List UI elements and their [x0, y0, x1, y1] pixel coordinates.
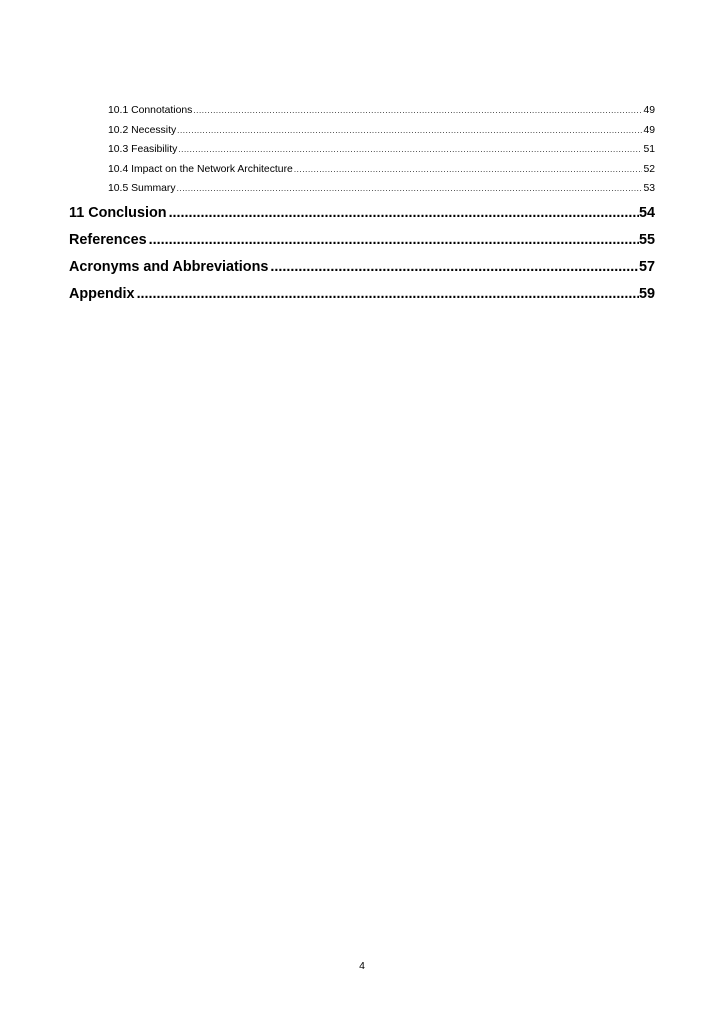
toc-entry-page: 52: [643, 163, 655, 175]
toc-dot-leader: [177, 179, 643, 199]
toc-entry-title: 10.4 Impact on the Network Architecture: [108, 163, 293, 175]
toc-entry-page: 57: [638, 258, 655, 275]
toc-entry-title: 10.5 Summary: [108, 183, 176, 194]
toc-entry-page: 54: [638, 204, 655, 221]
table-of-contents: [69, 101, 655, 308]
toc-entry-title: 11 Conclusion: [69, 204, 167, 221]
toc-entry-page: 59: [638, 285, 655, 302]
toc-entry-title: 10.1 Connotations: [108, 105, 193, 116]
toc-dot-leader: [178, 140, 642, 160]
toc-entry-acronyms[interactable]: [69, 254, 655, 281]
toc-dot-leader: [177, 121, 642, 141]
toc-entry-page: 49: [643, 105, 655, 116]
toc-entry-title: 10.3 Feasibility: [108, 144, 178, 155]
toc-entry-title: References: [69, 231, 147, 248]
toc-entry-page: 49: [643, 124, 655, 136]
toc-entry-conclusion[interactable]: [69, 200, 655, 227]
toc-entry-10-2[interactable]: [69, 121, 655, 141]
toc-dot-leader: [294, 160, 643, 180]
toc-entry-references[interactable]: [69, 227, 655, 254]
toc-entry-page: 55: [638, 231, 655, 248]
toc-dot-leader: [193, 101, 642, 121]
toc-dot-leader: [169, 200, 639, 227]
toc-entry-title: Acronyms and Abbreviations: [69, 258, 269, 275]
toc-entry-page: 53: [643, 183, 655, 194]
toc-entry-10-4[interactable]: [69, 160, 655, 180]
toc-entry-10-5[interactable]: [69, 179, 655, 199]
page-number: 4: [359, 961, 365, 972]
toc-entry-10-1[interactable]: [69, 101, 655, 121]
toc-dot-leader: [137, 281, 639, 308]
toc-entry-title: 10.2 Necessity: [108, 124, 177, 136]
toc-entry-10-3[interactable]: [69, 140, 655, 160]
toc-entry-page: 51: [643, 144, 655, 155]
toc-dot-leader: [270, 254, 639, 281]
toc-dot-leader: [149, 227, 639, 254]
toc-entry-title: Appendix: [69, 285, 135, 302]
toc-entry-appendix[interactable]: [69, 281, 655, 308]
